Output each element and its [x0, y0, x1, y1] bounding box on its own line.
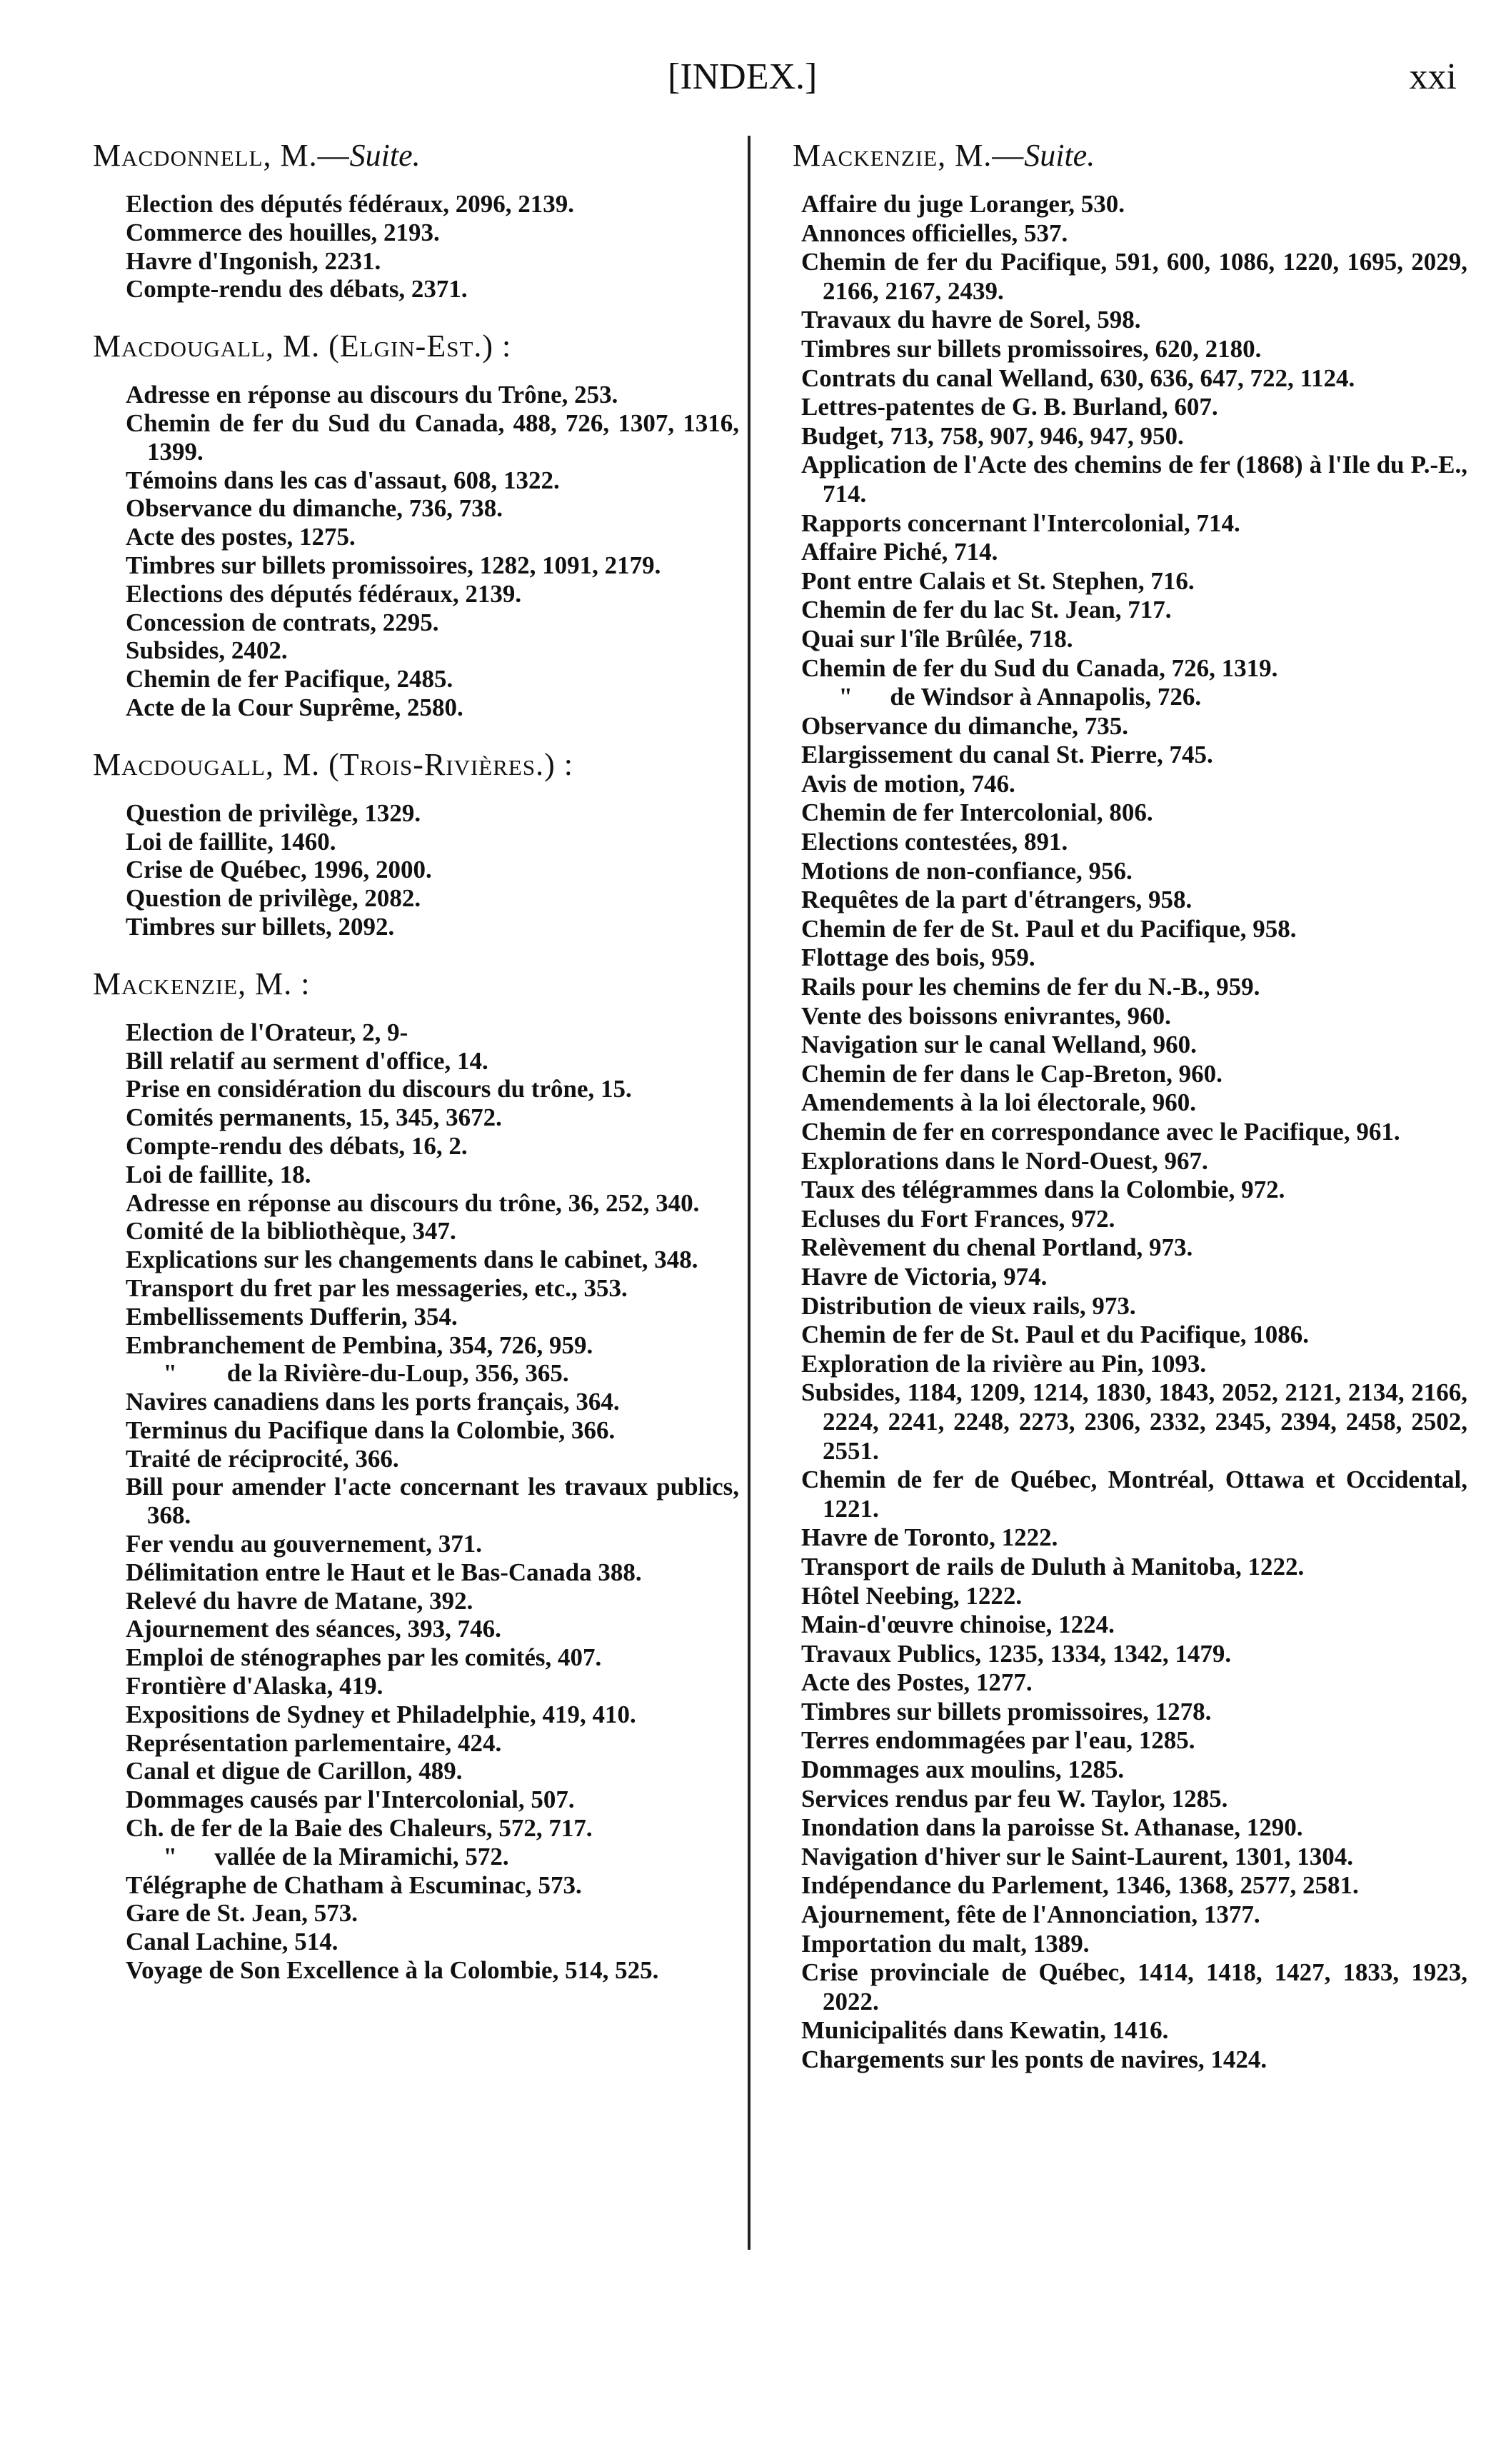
index-entry: Commerce des houilles, 2193.: [126, 218, 440, 246]
index-entry: Amendements à la loi électorale, 960.: [801, 1088, 1197, 1117]
index-entry: Canal et digue de Carillon, 489.: [126, 1757, 463, 1786]
index-entry: Elargissement du canal St. Pierre, 745.: [801, 741, 1213, 769]
index-entry: Bill pour amender l'acte concernant les travaux publics, 368.: [126, 1473, 739, 1530]
heading-name: Mackenzie, M. :: [93, 966, 311, 1001]
index-entry: Ch. de fer de la Baie des Chaleurs, 572, 717.: [126, 1814, 593, 1843]
index-entry: Municipalités dans Kewatin, 1416.: [801, 2016, 1169, 2045]
entry-list: [93, 381, 739, 722]
index-entry: Importation du malt, 1389.: [801, 1929, 1090, 1958]
index-entry: Elections contestées, 891.: [801, 828, 1068, 856]
index-entry: Navigation sur le canal Welland, 960.: [801, 1031, 1197, 1059]
index-entry: Terminus du Pacifique dans la Colombie, 366.: [126, 1416, 616, 1444]
left-column: [93, 137, 739, 2009]
index-entry: Indépendance du Parlement, 1346, 1368, 2577, 2581.: [801, 1871, 1359, 1900]
index-entry: Timbres sur billets promissoires, 1278.: [801, 1697, 1212, 1726]
index-entry: Chemin de fer du Sud du Canada, 726, 1319.: [801, 653, 1278, 682]
page-title: [INDEX.]: [668, 56, 818, 97]
page-number: xxi: [1409, 56, 1457, 97]
index-entry: Concession de contrats, 2295.: [126, 608, 439, 636]
index-entry: Avis de motion, 746.: [801, 769, 1015, 798]
index-entry: Traité de réciprocité, 366.: [126, 1444, 399, 1473]
index-entry: Acte des postes, 1275.: [126, 523, 356, 551]
index-entry: Observance du dimanche, 736, 738.: [126, 494, 503, 523]
index-entry: Lettres-patentes de G. B. Burland, 607.: [801, 393, 1218, 421]
index-entry: Application de l'Acte des chemins de fer (1868) à l'Ile du P.-E., 714.: [801, 451, 1467, 508]
index-entry: Affaire du juge Loranger, 530.: [801, 190, 1125, 218]
index-entry: Compte-rendu des débats, 16, 2.: [126, 1131, 468, 1160]
index-entry: " de la Rivière-du-Loup, 356, 365.: [126, 1359, 569, 1388]
index-entry: Chargements sur les ponts de navires, 1424.: [801, 2045, 1267, 2073]
section-heading: [93, 137, 739, 174]
index-entry: Travaux Publics, 1235, 1334, 1342, 1479.: [801, 1639, 1232, 1668]
index-entry: Annonces officielles, 537.: [801, 219, 1068, 247]
index-entry: Explications sur les changements dans le cabinet, 348.: [126, 1246, 698, 1274]
index-entry: Flottage des bois, 959.: [801, 943, 1035, 972]
index-entry: Comité de la bibliothèque, 347.: [126, 1217, 456, 1246]
index-entry: Gare de St. Jean, 573.: [126, 1899, 358, 1928]
index-entry: Délimitation entre le Haut et le Bas-Canada 388.: [126, 1558, 642, 1586]
index-entry: Inondation dans la paroisse St. Athanase, 1290.: [801, 1813, 1303, 1842]
section-heading: [93, 328, 739, 365]
index-entry: Chemin de fer Intercolonial, 806.: [801, 798, 1153, 827]
index-entry: Chemin de fer de St. Paul et du Pacifique, 1086.: [801, 1321, 1310, 1349]
section-heading: [93, 746, 739, 783]
index-entry: Subsides, 2402.: [126, 636, 288, 665]
index-entry: Havre de Toronto, 1222.: [801, 1523, 1058, 1552]
index-entry: Navigation d'hiver sur le Saint-Laurent, 1301, 1304.: [801, 1842, 1353, 1870]
index-entry: Voyage de Son Excellence à la Colombie, 514, 525.: [126, 1956, 659, 1985]
index-entry: Budget, 713, 758, 907, 946, 947, 950.: [801, 421, 1184, 450]
heading-name: Macdougall, M. (Elgin-Est.) :: [93, 329, 512, 364]
index-entry: Adresse en réponse au discours du trône, 36, 252, 340.: [126, 1188, 700, 1217]
index-entry: Distribution de vieux rails, 973.: [801, 1291, 1136, 1320]
heading-name: Macdonnell, M.—: [93, 138, 350, 173]
index-entry: Question de privilège, 1329.: [126, 798, 421, 827]
index-entry: Quai sur l'île Brûlée, 718.: [801, 624, 1073, 653]
index-entry: Embellissements Dufferin, 354.: [126, 1302, 458, 1331]
index-entry: " de Windsor à Annapolis, 726.: [801, 683, 1202, 711]
index-entry: Explorations dans le Nord-Ouest, 967.: [801, 1146, 1208, 1175]
column-divider: [748, 136, 750, 2250]
index-entry: Bill relatif au serment d'office, 14.: [126, 1046, 488, 1075]
index-entry: Exploration de la rivière au Pin, 1093.: [801, 1349, 1207, 1378]
index-entry: Adresse en réponse au discours du Trône, 253.: [126, 381, 618, 409]
index-entry: Chemin de fer du lac St. Jean, 717.: [801, 596, 1172, 624]
index-entry: Canal Lachine, 514.: [126, 1928, 338, 1956]
heading-suffix: Suite.: [349, 138, 421, 173]
index-entry: Acte des Postes, 1277.: [801, 1668, 1033, 1697]
heading-name: Mackenzie, M.—: [793, 138, 1025, 173]
index-entry: Chemin de fer du Pacifique, 591, 600, 1086, 1220, 1695, 2029, 2166, 2167, 2439.: [801, 248, 1467, 305]
index-entry: Subsides, 1184, 1209, 1214, 1830, 1843, 2052, 2121, 2134, 2166, 2224, 2241, 2248, 2273, 2306, 2332, 2345, 2394, 2458, 2502, 2551.: [801, 1378, 1467, 1465]
index-entry: Chemin de fer du Sud du Canada, 488, 726, 1307, 1316, 1399.: [126, 409, 739, 466]
index-entry: Vente des boissons enivrantes, 960.: [801, 1001, 1171, 1030]
entry-list: [93, 190, 739, 304]
index-entry: Affaire Piché, 714.: [801, 538, 998, 566]
right-column: [793, 137, 1467, 2099]
index-entry: Main-d'œuvre chinoise, 1224.: [801, 1611, 1115, 1639]
index-entry: Taux des télégrammes dans la Colombie, 972.: [801, 1176, 1285, 1204]
index-entry: Acte de la Cour Suprême, 2580.: [126, 693, 463, 721]
index-entry: Election de l'Orateur, 2, 9-: [126, 1018, 408, 1046]
index-entry: Ecluses du Fort Frances, 972.: [801, 1204, 1115, 1233]
index-entry: Chemin de fer de St. Paul et du Pacifique, 958.: [801, 914, 1297, 943]
page-header: [0, 56, 1496, 113]
index-entry: Transport du fret par les messageries, etc., 353.: [126, 1273, 628, 1302]
index-entry: Elections des députés fédéraux, 2139.: [126, 579, 522, 608]
index-entry: Relevé du havre de Matane, 392.: [126, 1586, 473, 1615]
index-entry: Rapports concernant l'Intercolonial, 714.: [801, 509, 1240, 537]
index-entry: Rails pour les chemins de fer du N.-B., 959.: [801, 973, 1260, 1001]
index-entry: Ajournement, fête de l'Annonciation, 1377.: [801, 1900, 1260, 1929]
index-entry: Chemin de fer Pacifique, 2485.: [126, 665, 453, 693]
index-entry: Comités permanents, 15, 345, 3672.: [126, 1103, 502, 1132]
entry-list: [793, 190, 1467, 2075]
index-entry: Navires canadiens dans les ports français, 364.: [126, 1388, 620, 1416]
index-entry: Témoins dans les cas d'assaut, 608, 1322.: [126, 466, 560, 494]
entry-list: [93, 1018, 739, 1985]
section-heading: [93, 966, 739, 1003]
index-entry: Havre de Victoria, 974.: [801, 1262, 1048, 1291]
index-entry: Chemin de fer dans le Cap-Breton, 960.: [801, 1059, 1223, 1088]
index-entry: Requêtes de la part d'étrangers, 958.: [801, 886, 1193, 914]
index-entry: Télégraphe de Chatham à Escuminac, 573.: [126, 1870, 582, 1899]
index-entry: Pont entre Calais et St. Stephen, 716.: [801, 566, 1195, 595]
section-heading: [793, 137, 1467, 174]
index-entry: Timbres sur billets promissoires, 1282, 1091, 2179.: [126, 551, 661, 579]
index-entry: Terres endommagées par l'eau, 1285.: [801, 1726, 1195, 1755]
index-entry: Compte-rendu des débats, 2371.: [126, 275, 468, 304]
heading-suffix: Suite.: [1024, 138, 1095, 173]
index-entry: Timbres sur billets promissoires, 620, 2180.: [801, 334, 1262, 363]
index-entry: Loi de faillite, 1460.: [126, 827, 336, 856]
index-entry: Crise provinciale de Québec, 1414, 1418, 1427, 1833, 1923, 2022.: [801, 1958, 1467, 2015]
index-entry: Chemin de fer en correspondance avec le Pacifique, 961.: [801, 1118, 1400, 1146]
index-entry: Havre d'Ingonish, 2231.: [126, 246, 381, 275]
index-entry: Relèvement du chenal Portland, 973.: [801, 1233, 1193, 1262]
index-entry: Emploi de sténographes par les comités, 407.: [126, 1643, 602, 1672]
index-entry: Timbres sur billets, 2092.: [126, 912, 395, 941]
index-entry: Transport de rails de Duluth à Manitoba, 1222.: [801, 1552, 1305, 1581]
index-entry: Frontière d'Alaska, 419.: [126, 1672, 383, 1701]
index-entry: Crise de Québec, 1996, 2000.: [126, 856, 432, 884]
index-entry: Dommages causés par l'Intercolonial, 507.: [126, 1786, 575, 1814]
index-entry: Election des députés fédéraux, 2096, 2139.: [126, 190, 575, 218]
index-entry: Loi de faillite, 18.: [126, 1160, 311, 1188]
index-entry: Services rendus par feu W. Taylor, 1285.: [801, 1784, 1228, 1813]
index-entry: Ajournement des séances, 393, 746.: [126, 1615, 501, 1643]
index-entry: Dommages aux moulins, 1285.: [801, 1756, 1125, 1784]
index-entry: Embranchement de Pembina, 354, 726, 959.: [126, 1331, 593, 1359]
index-entry: Contrats du canal Welland, 630, 636, 647, 722, 1124.: [801, 364, 1355, 392]
index-entry: Fer vendu au gouvernement, 371.: [126, 1530, 483, 1558]
index-entry: Représentation parlementaire, 424.: [126, 1728, 502, 1757]
index-entry: Expositions de Sydney et Philadelphie, 419, 410.: [126, 1700, 636, 1728]
index-entry: Question de privilège, 2082.: [126, 884, 421, 913]
index-entry: Hôtel Neebing, 1222.: [801, 1581, 1023, 1610]
index-entry: Travaux du havre de Sorel, 598.: [801, 306, 1141, 334]
index-entry: Prise en considération du discours du trône, 15.: [126, 1075, 632, 1103]
entry-list: [93, 799, 739, 941]
heading-name: Macdougall, M. (Trois-Rivières.) :: [93, 746, 573, 782]
index-entry: Observance du dimanche, 735.: [801, 711, 1128, 740]
index-entry: Motions de non-confiance, 956.: [801, 856, 1133, 885]
index-entry: Chemin de fer de Québec, Montréal, Ottawa et Occidental, 1221.: [801, 1466, 1467, 1523]
index-entry: " vallée de la Miramichi, 572.: [126, 1842, 509, 1870]
